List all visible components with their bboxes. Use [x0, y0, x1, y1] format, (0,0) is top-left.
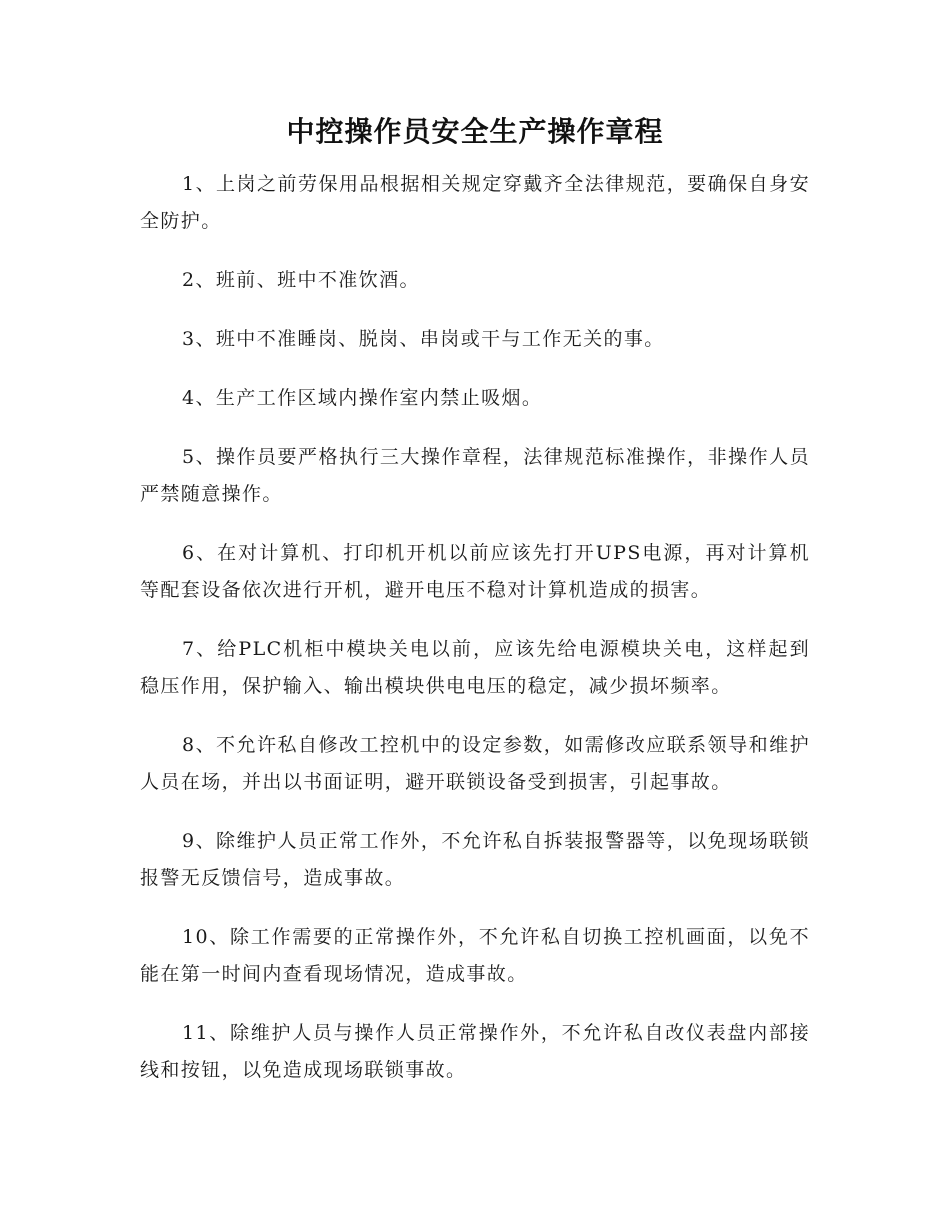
rule-paragraph-4: 4、生产工作区域内操作室内禁止吸烟。 — [182, 387, 543, 409]
document-title: 中控操作员安全生产操作章程 — [286, 115, 664, 148]
rule-paragraph-9: 9、除维护人员正常工作外，不允许私自拆装报警器等，以免现场联锁报警无反馈信号，造成事故。 — [140, 830, 810, 889]
rule-paragraph-3: 3、班中不准睡岗、脱岗、串岗或干与工作无关的事。 — [182, 328, 665, 350]
rule-paragraph-2: 2、班前、班中不准饮酒。 — [182, 269, 420, 291]
rule-paragraph-1: 1、上岗之前劳保用品根据相关规定穿戴齐全法律规范，要确保自身安全防护。 — [140, 173, 810, 232]
document-body — [140, 166, 810, 1111]
rule-paragraph-8: 8、不允许私自修改工控机中的设定参数，如需修改应联系领导和维护人员在场，并出以书面证明，避开联锁设备受到损害，引起事故。 — [140, 734, 810, 793]
rule-paragraph-11: 11、除维护人员与操作人员正常操作外，不允许私自改仪表盘内部接线和按钮，以免造成现场联锁事故。 — [140, 1022, 810, 1081]
rule-paragraph-5: 5、操作员要严格执行三大操作章程，法律规范标准操作，非操作人员严禁随意操作。 — [140, 446, 810, 505]
rule-paragraph-7: 7、给PLC机柜中模块关电以前，应该先给电源模块关电，这样起到稳压作用，保护输入、输出模块供电电压的稳定，减少损坏频率。 — [140, 638, 810, 697]
rule-paragraph-10: 10、除工作需要的正常操作外，不允许私自切换工控机画面，以免不能在第一时间内查看现场情况，造成事故。 — [140, 926, 810, 985]
rule-paragraph-6: 6、在对计算机、打印机开机以前应该先打开UPS电源，再对计算机等配套设备依次进行开机，避开电压不稳对计算机造成的损害。 — [140, 542, 810, 601]
